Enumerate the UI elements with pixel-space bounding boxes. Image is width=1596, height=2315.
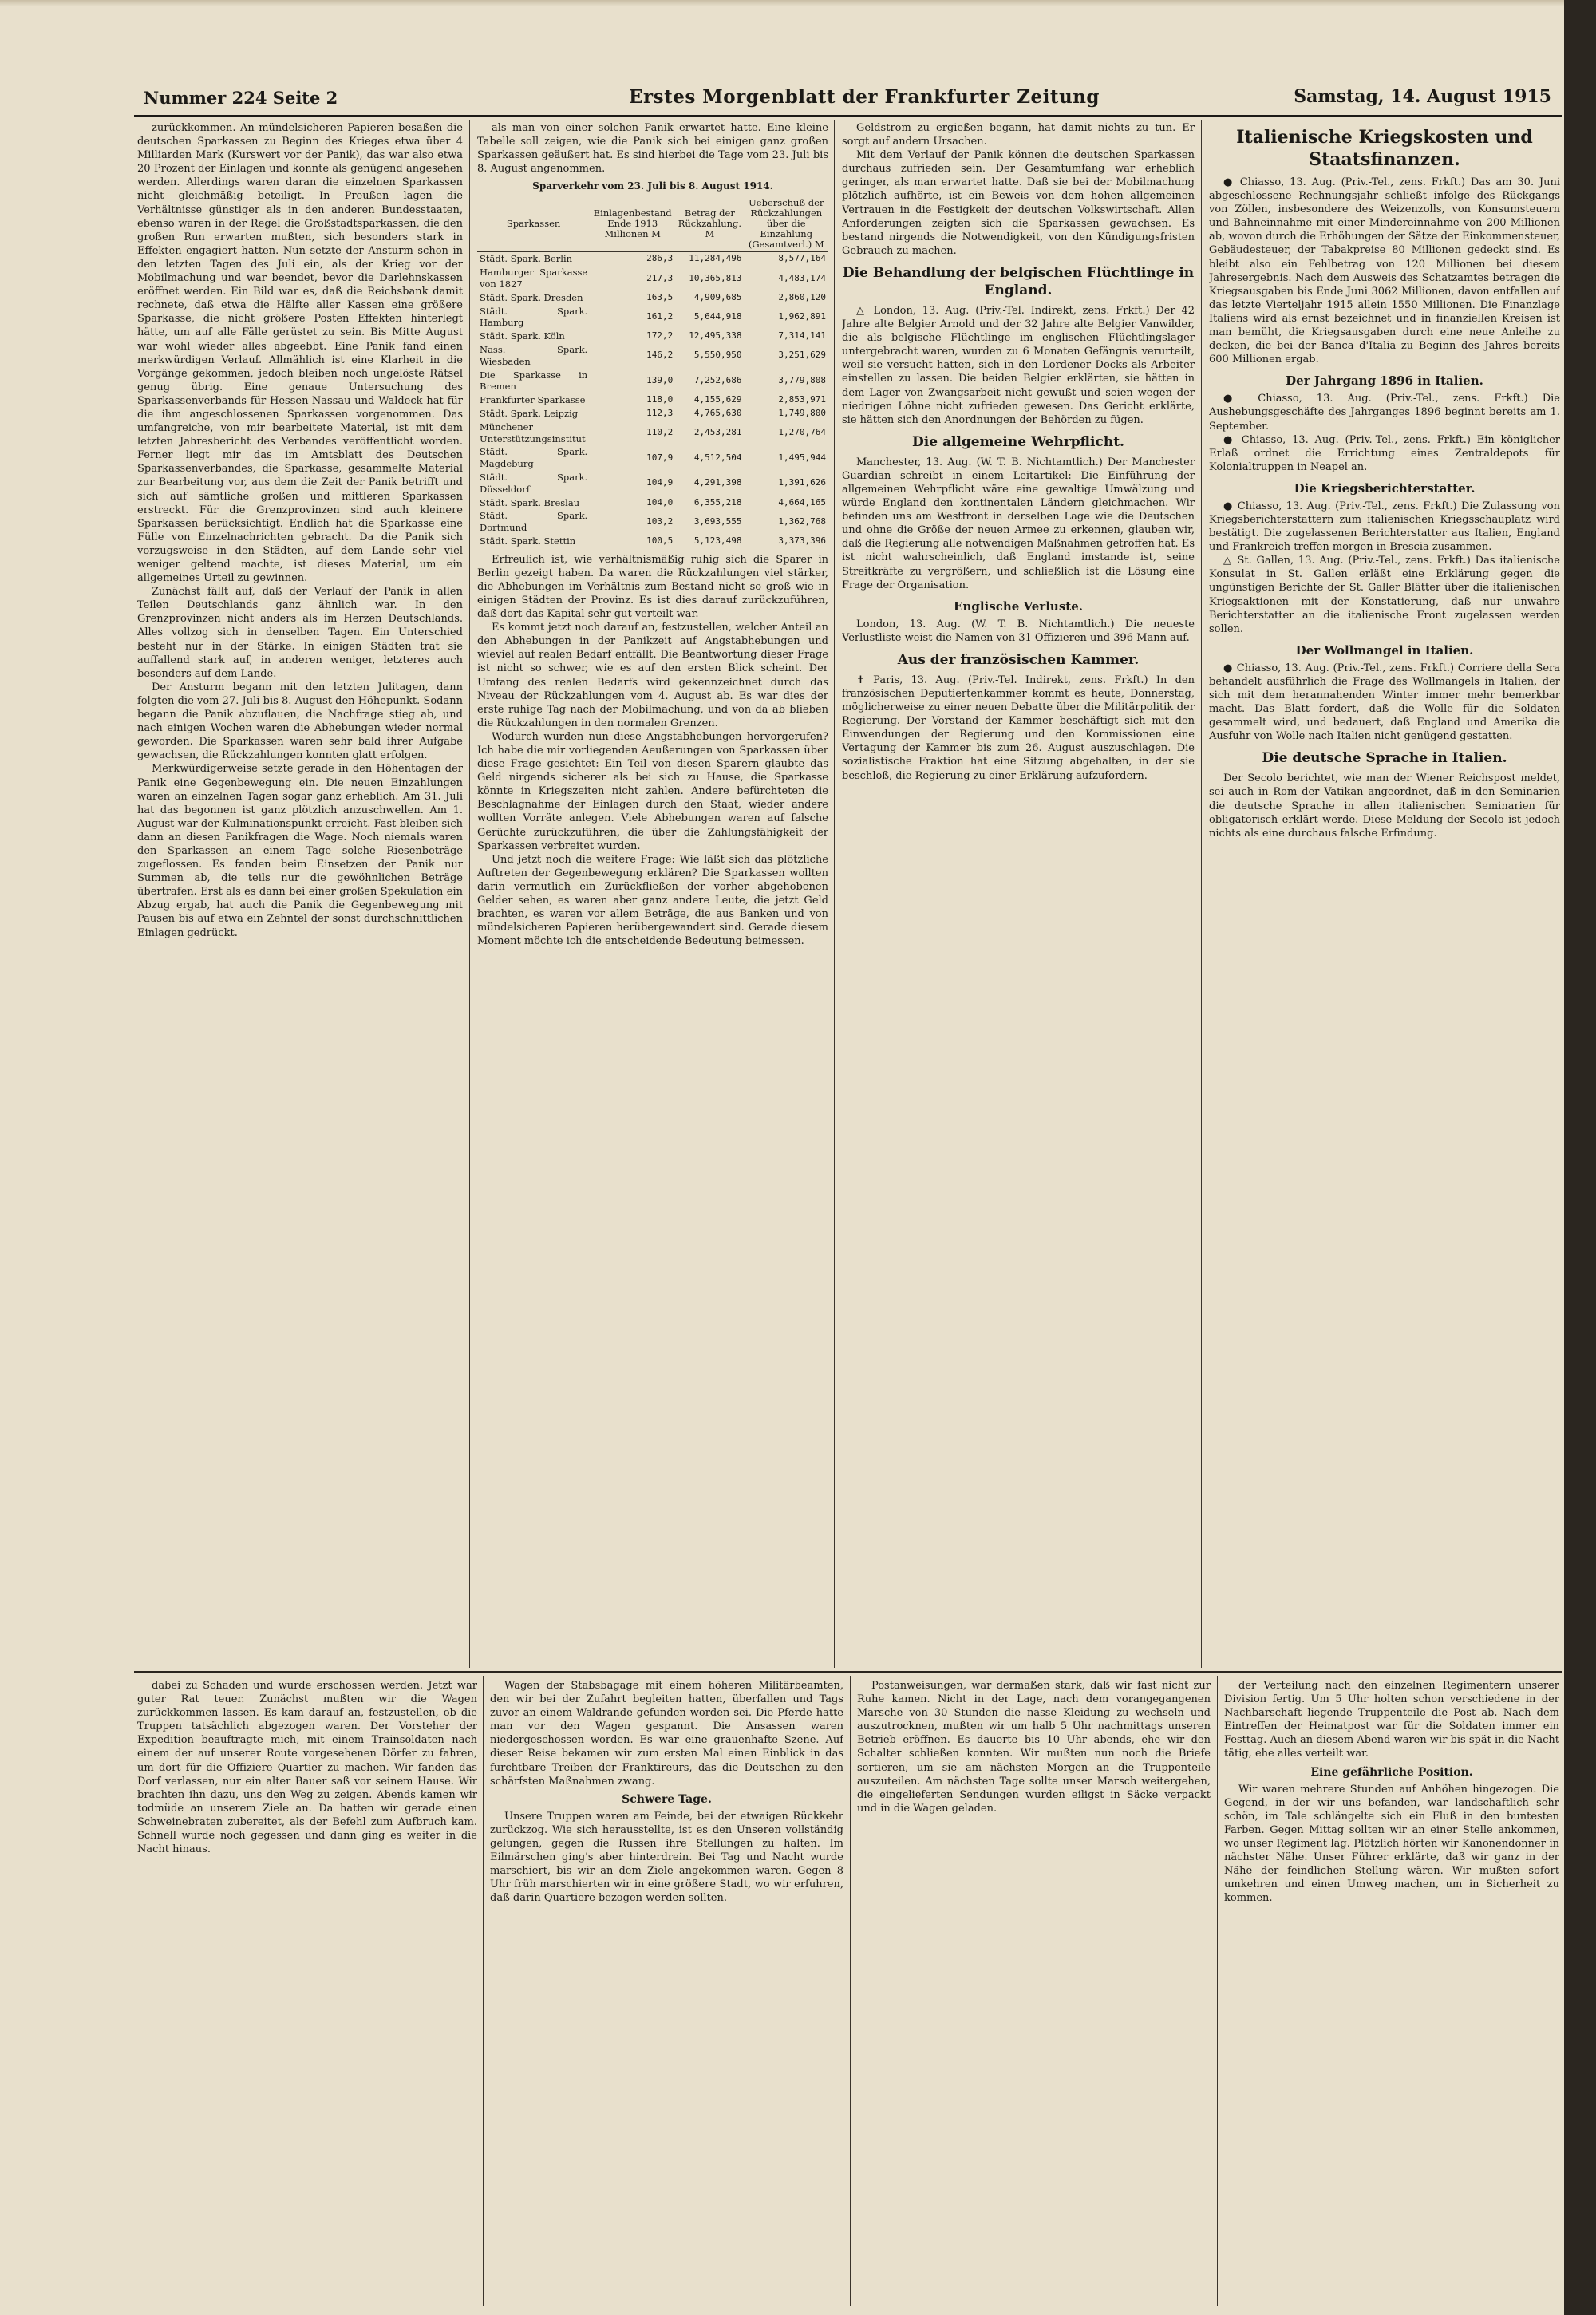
column-rule: [469, 120, 470, 1668]
article-paragraph: London, 13. Aug. (W. T. B. Nichtamtlich.) Die neueste Verlustliste weist die Namen von 31 Offizieren und 396 Mann auf.: [842, 618, 1195, 644]
article-paragraph: zurückkommen. An mündelsicheren Papieren besaßen die deutschen Sparkassen zu Beginn des Krieges etwa über 4 Milliarden Mark (Kurswert vor der Panik), das war also etwa 20 Prozent der Einlagen und konnte als genügend angesehen werden. Allerdings waren daran die einzelnen Sparkassen nicht gleichmäßig beteiligt. In Preußen lagen die Verhältnisse günstiger als in den anderen Bundesstaaten, ebenso waren in der Regel die Großstadtsparkassen, die den großen Run erwarten mußten, sich besonders stark in Effekten engagiert hatten. Nun setzte der Ansturm schon in den letzten Tagen des Juli ein, als der Krieg vor der Mobilmachung und war beendet, bevor die Darlehnskassen eröffnet werden. Ein Bild war es, daß die Reichsbank damit rechnete, daß etwa die Hälfte aller Kassen eine größere Sparkasse, die nicht größere Posten Effekten hinterlegt hätte, um auf alle Fälle gerüstet zu sein. Bis Mitte August war wohl wieder alles abgeebbt. Eine Panik fand einen merkwürdigen Verlauf. Allmählich ist eine Klarheit in die Vorgänge gekommen, jedoch bleiben noch ungelöste Rätsel genug übrig. Eine genaue Untersuchung des Sparkassenverbands für Hessen-Nassau und Waldeck hat für die ihm angeschlossenen Sparkassen vorgenommen. Das umfangreiche, von mir bearbeitete Material, ist mit dem letzten Jahresbericht des Verbandes veröffentlicht worden. Ferner liegt mir das im Amtsblatt des Deutschen Sparkassenverbandes, die Sparkasse, gesammelte Material zur Bearbeitung vor, aus dem die Zeit der Panik betrifft und sich auf sämtliche großen und mittleren Sparkassen erstreckt. Für die Grenzprovinzen sind auch kleinere Sparkassen berücksichtigt. Endlich hat die Sparkasse eine Fülle von Einzelnachrichten gebracht. Da die Panik sich vorzugsweise in den Städten, auf dem Lande sehr viel weniger geltend machte, ist dieses Material, um ein allgemeines Urteil zu gewinnen.: [137, 122, 463, 585]
savings-table-block: [477, 180, 828, 547]
article-paragraph: Erfreulich ist, wie verhältnismäßig ruhig sich die Sparer in Berlin gezeigt haben. Da waren die Rückzahlungen viel stärker, die Abhebungen im Verhältnis zum Bestand nicht so groß wie in einigen Städten der Provinz. Es ist dies darauf zurückzuführen, daß dort das Kapital sehr gut verteilt war.: [477, 553, 828, 621]
feuilleton-column-1: [137, 1679, 477, 2309]
article-paragraph: Geldstrom zu ergießen begann, hat damit nichts zu tun. Er sorgt auf andern Ursachen.: [842, 122, 1195, 148]
article-paragraph: ● Chiasso, 13. Aug. (Priv.-Tel., zens. Frkft.) Ein königlicher Erlaß ordnet die Errichtung eines Zentraldepots für Kolonialtruppen in Neapel an.: [1209, 433, 1560, 473]
issue-date: Samstag, 14. August 1915: [1294, 86, 1551, 107]
feuilleton-column-4: [1224, 1679, 1559, 2309]
table-cell-value: 112,3: [646, 407, 674, 418]
table-row: [477, 496, 828, 510]
article-paragraph: dabei zu Schaden und wurde erschossen werden. Jetzt war guter Rat teuer. Zunächst mußten wir die Wagen zurückkommen lassen. Es kam darauf an, festzustellen, ob die Truppen tatsächlich abgezogen waren. Der Vorsteher der Expedition beauftragte mich, mit einem Trainsoldaten nach einem der auf unserer Route vorgesehenen Dörfer zu fahren, um dort für die Offiziere Quartier zu machen. Wir fanden das Dorf verlassen, nur ein alter Bauer saß vor seinem Hause. Wir brachten ihn dazu, uns den Weg zu zeigen. Abends kamen wir todmüde an unserem Ziele an. Da hatten wir gerade einen Schweinebraten zubereitet, als der Befehl zum Aufbruch kam. Schnell wurde noch gegessen und dann ging es weiter in die Nacht hinaus.: [137, 1680, 477, 1856]
article-heading: Der Wollmangel in Italien.: [1295, 642, 1474, 658]
table-cell-value: 8,577,164: [778, 253, 826, 264]
table-cell-value: 139,0: [646, 374, 674, 385]
table-cell-value: 104,0: [646, 496, 674, 508]
masthead-title: Erstes Morgenblatt der Frankfurter Zeitung: [629, 86, 1100, 108]
article-paragraph: ✝ Paris, 13. Aug. (Priv.-Tel. Indirekt, zens. Frkft.) In den französischen Deputiertenkammer kommt es heute, Donnerstag, möglicherweise zu einer neuen Debatte über die Militärpolitik der Regierung. Der Vorstand der Kammer beschäftigt sich mit den Einwendungen der Regierung und den Kommissionen eine Vertagung der Kammer bis zum 26. August auszuschlagen. Die sozialistische Fraktion hat eine Sitzung abgehalten, in der sie beschloß, die Regierung zu einer Erklärung aufzufordern.: [842, 674, 1195, 782]
article-column-2: [477, 121, 828, 1665]
feuilleton-column-3: [857, 1679, 1211, 2309]
article-paragraph: als man von einer solchen Panik erwartet hatte. Eine kleine Tabelle soll zeigen, wie die Panik sich bei einigen ganz großen Sparkassen geäußert hat. Es sind hierbei die Tage vom 23. Juli bis 8. August angenommen.: [477, 122, 828, 176]
column-rule: [1201, 120, 1202, 1668]
table-cell-value: 2,453,281: [693, 427, 742, 438]
table-cell-value: 3,251,629: [778, 350, 826, 361]
table-cell-value: 172,2: [646, 330, 674, 342]
table-cell-value: 4,909,685: [693, 291, 742, 302]
scan-edge: [1564, 0, 1596, 2315]
table-caption: Sparverkehr vom 23. Juli bis 8. August 1914.: [532, 180, 773, 192]
table-cell-name: Städt. Spark. Dresden: [480, 291, 583, 303]
table-row: [477, 343, 828, 369]
table-cell-value: 110,2: [646, 427, 674, 438]
article-paragraph: Unsere Truppen waren am Feinde, bei der etwaigen Rückkehr zurückzog. Wie sich herausstellte, ist es den Unseren vollständig gelungen, gegen die Russen ihre Stellungen zu halten. Im Eilmärschen ging's aber hinterdrein. Bei Tag und Nacht wurde marschiert, bis wir an dem Ziele angekommen waren. Gegen 8 Uhr früh marschierten wir in eine größere Stadt, wo wir erfuhren, daß darin Quartiere bezogen werden sollten.: [490, 1810, 843, 1905]
table-cell-value: 1,495,944: [778, 452, 826, 463]
column-rule: [483, 1676, 484, 2306]
table-cell-value: 1,962,891: [778, 310, 826, 322]
table-cell-value: 4,155,629: [693, 394, 742, 405]
article-heading: Der Jahrgang 1896 in Italien.: [1286, 373, 1483, 389]
article-paragraph: der Verteilung nach den einzelnen Regimentern unserer Division fertig. Um 5 Uhr holten schon verschiedene in der Nachbarschaft liegende Truppenteile die Post ab. Nach dem Eintreffen der Heimatpost war für die Soldaten immer ein Festtag. Auch an diesem Abend waren wir bis spät in die Nacht tätig, ehe alles verteilt war.: [1224, 1680, 1559, 1760]
table-cell-value: 1,391,626: [778, 477, 826, 488]
table-cell-value: 4,291,398: [693, 477, 742, 488]
table-cell-name: Münchener Unterstützungsinstitut: [480, 421, 586, 444]
table-cell-name: Städt. Spark. Leipzig: [480, 407, 579, 419]
table-row: [477, 369, 828, 394]
article-heading: Italienische Kriegskosten und Staatsfinanzen.: [1236, 127, 1533, 170]
article-heading: Die Kriegsberichterstatter.: [1294, 480, 1476, 496]
table-row: [477, 421, 828, 446]
table-cell-name: Städt. Spark. Düsseldorf: [480, 471, 588, 495]
table-row: [477, 509, 828, 535]
table-cell-value: 217,3: [646, 272, 674, 283]
table-cell-name: Städt. Spark. Breslau: [480, 496, 580, 508]
table-cell-value: 2,853,971: [778, 394, 826, 405]
table-cell-value: 5,550,950: [693, 350, 742, 361]
table-cell-name: Hamburger Sparkasse von 1827: [480, 267, 588, 290]
feuilleton-column-2: [490, 1679, 843, 2309]
table-cell-value: 107,9: [646, 452, 674, 463]
article-paragraph: Wodurch wurden nun diese Angstabhebungen hervorgerufen? Ich habe die mir vorliegenden Aeußerungen von Sparkassen über diese Frage gesichtet: Ein Teil von diesen Sparern glaubte das Geld nirgends sicherer als bei sich zu Hause, die Sparkasse könnte in Kriegszeiten nicht zahlen. Andere befürchteten die Beschlagnahme der Einlagen durch den Staat, wieder andere wollten Vorräte anlegen. Viele Abhebungen waren auf falsche Gerüchte zurückzuführen, die über die Zahlungsfähigkeit der Sparkassen verbreitet wurden.: [477, 730, 828, 852]
table-header-row: [477, 196, 828, 252]
column-rule: [1217, 1676, 1218, 2306]
article-paragraph: Postanweisungen, war dermaßen stark, daß wir fast nicht zur Ruhe kamen. Nicht in der Lage, nach dem vorangegangenen Marsche von 30 Stunden die nasse Kleidung zu wechseln und auszutrocknen, mußten wir um halb 5 Uhr nachmittags unseren Betrieb eröffnen. Es dauerte bis 10 Uhr abends, ehe wir den Schalter schließen konnten. Wir mußten nun noch die Briefe sortieren, um sie am nächsten Morgen an die Truppenteile auszuteilen. Am nächsten Tage sollte unser Marsch weitergehen, die eingelieferten Sendungen wurden eiligst in Säcke verpackt und in die Wagen geladen.: [857, 1680, 1211, 1815]
table-cell-value: 7,252,686: [693, 374, 742, 385]
table-cell-name: Frankfurter Sparkasse: [480, 394, 586, 406]
table-cell-value: 5,123,498: [693, 535, 742, 546]
table-cell-value: 118,0: [646, 394, 674, 405]
article-paragraph: ● Chiasso, 13. Aug. (Priv.-Tel., zens. Frkft.) Das am 30. Juni abgeschlossene Rechnungsjahr schließt infolge des Rückgangs von Zöllen, insbesondere des Weizenzolls, von Konsumsteuern und Bahneinnahme mit einer Mindereinnahme von 200 Millionen ab, wovon durch die Erhöhungen der Sätze der Einkommensteuer, Gebäudesteuer, der Tabakpreise 80 Millionen gedeckt sind. Es bleibt also ein Fehlbetrag von 120 Millionen bei diesem Jahresergebnis. Nach dem Ausweis des Schatzamtes betragen die Kriegsausgaben bis Ende Juni 3062 Millionen, davon entfallen auf das letzte Vierteljahr 1915 allein 1550 Millionen. Die Finanzlage Italiens wird als ernst bezeichnet und in finanziellen Kreisen ist man bemüht, die Kriegsausgaben durch eine neue Anleihe zu decken, die bei der Banca d'Italia zu Beginn des Jahres bereits 600 Millionen ergab.: [1209, 176, 1560, 366]
table-cell-name: Städt. Spark. Berlin: [480, 253, 573, 265]
table-header: Betrag der Rückzahlung. M: [675, 196, 744, 252]
article-paragraph: Merkwürdigerweise setzte gerade in den Höhentagen der Panik eine Gegenbewegung ein. Die neuen Einzahlungen waren an einzelnen Tagen sogar ganz erheblich. Am 31. Juli hat das begonnen ist ganz plötzlich anzuschwellen. Am 1. August war der Kulminationspunkt erreicht. Fast bleiben sich dann an diesen Panikfragen die Wage. Noch niemals waren den Sparkassen an einem Tage solche Riesenbeträge zugeflossen. Es fanden beim Einsetzen der Panik nur Summen ab, die teils nur die gewöhnlichen Beträge übertrafen. Erst als es dann bei einer großen Spekulation ein Abzug ergab, hat auch die Panik die Gegenbewegung mit Pausen bis auf etwa ein Zehntel der sonst durchschnittlichen Einlagen gedrückt.: [137, 763, 463, 939]
article-paragraph: △ St. Gallen, 13. Aug. (Priv.-Tel., zens. Frkft.) Das italienische Konsulat in St. Gallen erläßt eine Erklärung gegen die ungünstigen Berichte der St. Galler Blätter über die italienischen Kriegsaktionen mit der Konstatierung, daß nur unwahre Berichterstatter an die italienische Front zugelassen werden sollen.: [1209, 555, 1560, 635]
table-cell-value: 5,644,918: [693, 310, 742, 322]
table-body: [477, 252, 828, 548]
table-cell-value: 6,355,218: [693, 496, 742, 508]
article-heading: Schwere Tage.: [622, 1792, 712, 1806]
table-cell-name: Nass. Spark. Wiesbaden: [480, 343, 588, 367]
article-paragraph: Der Secolo berichtet, wie man der Wiener Reichspost meldet, sei auch in Rom der Vatikan angeordnet, daß in den Seminarien die deutsche Sprache in allen italienischen Seminarien für obligatorisch erklärt werde. Diese Meldung der Secolo ist jedoch nichts als eine durchaus falsche Erfindung.: [1209, 772, 1560, 839]
table-cell-value: 7,314,141: [778, 330, 826, 342]
table-header: Sparkassen: [477, 196, 590, 252]
table-cell-value: 10,365,813: [689, 272, 742, 283]
table-cell-value: 146,2: [646, 350, 674, 361]
article-paragraph: Und jetzt noch die weitere Frage: Wie läßt sich das plötzliche Auftreten der Gegenbewegung erklären? Die Sparkassen wollten darin vermutlich ein Zurückfließen der vorher abgehobenen Gelder sehen, es waren aber ganz andere Leute, die jetzt Geld brachten, es waren vor allem Beträge, die aus Banken und von mündelsicheren Papieren herübergewandert sind. Gerade diesem Moment möchte ich die entscheidende Bedeutung beimessen.: [477, 853, 828, 948]
article-heading: Die Behandlung der belgischen Flüchtlinge in England.: [842, 264, 1195, 298]
table-cell-value: 1,362,768: [778, 516, 826, 527]
table-cell-value: 3,373,396: [778, 535, 826, 546]
article-paragraph: Manchester, 13. Aug. (W. T. B. Nichtamtlich.) Der Manchester Guardian schreibt in einem Leitartikel: Die Einführung der allgemeinen Wehrpflicht wäre eine gewaltige Umwälzung und würde England den kontinentalen Ländern gleichmachen. Wir befinden uns am Westfront in derselben Lage wie die Deutschen und ohne die Größe der neuen Armee zu erkennen, glauben wir, daß die Regierung alle notwendigen Maßnahmen getroffen hat. Es ist nicht wahrscheinlich, daß England imstande ist, seine Streitkräfte zu vergrößern, und schließlich ist die Lösung eine Frage der Organisation.: [842, 456, 1195, 591]
table-cell-value: 163,5: [646, 291, 674, 302]
article-heading: Aus der französischen Kammer.: [897, 651, 1140, 668]
table-cell-value: 1,270,764: [778, 427, 826, 438]
table-row: [477, 407, 828, 421]
article-heading: Die deutsche Sprache in Italien.: [1262, 750, 1507, 767]
table-row: [477, 252, 828, 266]
table-cell-value: 1,749,800: [778, 407, 826, 418]
table-header: Einlagenbestand Ende 1913 Millionen M: [590, 196, 675, 252]
table-cell-value: 100,5: [646, 535, 674, 546]
table-cell-name: Die Sparkasse in Bremen: [480, 369, 588, 393]
table-cell-name: Städt. Spark. Magdeburg: [480, 446, 588, 470]
table-row: [477, 471, 828, 496]
table-cell-name: Städt. Spark. Köln: [480, 330, 565, 342]
table-cell-value: 286,3: [646, 253, 674, 264]
table-row: [477, 535, 828, 548]
table-cell-value: 11,284,496: [689, 253, 742, 264]
article-heading: Englische Verluste.: [954, 599, 1083, 614]
table-row: [477, 291, 828, 305]
article-heading: Eine gefährliche Position.: [1310, 1765, 1473, 1779]
table-cell-name: Städt. Spark. Dortmund: [480, 510, 588, 534]
article-paragraph: Es kommt jetzt noch darauf an, festzustellen, welcher Anteil an den Abhebungen in der Panikzeit auf Angstabhebungen und wieviel auf realen Bedarf entfällt. Die Beantwortung dieser Frage ist nicht so schwer, wie es auf den ersten Blick scheint. Der Umfang des realen Bedarfs wird gekennzeichnet durch das Niveau der Rückzahlungen vom 4. August ab. Es war dies der erste ruhige Tag nach der Mobilmachung, und von da ab blieben die Rückzahlungen in den normalen Grenzen.: [477, 622, 828, 729]
table-row: [477, 266, 828, 291]
article-paragraph: Mit dem Verlauf der Panik können die deutschen Sparkassen durchaus zufrieden sein. Der Gesamtumfang war erheblich geringer, als man erwartet hatte. Daß sie bei der Mobilmachung plötzlich aufhörte, ist ein Beweis von dem hohen allgemeinen Vertrauen in die Festigkeit der deutschen Volkswirtschaft. Allen Anforderungen zeigten sich die Sparkassen gewachsen. Es bestand nirgends die Notwendigkeit, von den Kündigungsfristen Gebrauch zu machen.: [842, 149, 1195, 257]
article-column-1: [137, 121, 463, 1665]
table-row: [477, 445, 828, 471]
table-row: [477, 393, 828, 407]
table-cell-name: Städt. Spark. Stettin: [480, 535, 576, 547]
article-paragraph: ● Chiasso, 13. Aug. (Priv.-Tel., zens. Frkft.) Die Zulassung von Kriegsberichterstattern zum italienischen Kriegsschauplatz wird bestätigt. Die zugelassenen Berichterstatter aus Italien, England und Frankreich treffen morgen in Brescia zusammen.: [1209, 500, 1560, 554]
table-row: [477, 305, 828, 330]
table-cell-value: 104,9: [646, 477, 674, 488]
table-cell-value: 4,664,165: [778, 496, 826, 508]
table-cell-value: 2,860,120: [778, 291, 826, 302]
article-paragraph: ● Chiasso, 13. Aug. (Priv.-Tel., zens. Frkft.) Die Aushebungsgeschäfte des Jahrganges 1896 beginnt bereits am 1. September.: [1209, 393, 1560, 433]
article-paragraph: ● Chiasso, 13. Aug. (Priv.-Tel., zens. Frkft.) Corriere della Sera behandelt ausführlich die Frage des Wollmangels in Italien, der sich mit dem herannahenden Winter immer mehr bemerkbar macht. Das Blatt fordert, daß die Wolle für die Soldaten gesammelt wird, und bedauert, daß England und Amerika die Ausfuhr von Wolle nach Italien nicht genügend gestatten.: [1209, 662, 1560, 743]
table-cell-name: Städt. Spark. Hamburg: [480, 305, 588, 329]
article-paragraph: Wagen der Stabsbagage mit einem höheren Militärbeamten, den wir bei der Zufahrt begleiten hatten, überfallen und Tags zuvor an einem Waldrande gefunden worden sei. Die Pferde hatte man vor den Wagen gespannt. Die Ansassen waren niedergeschossen worden. Es war eine grauenhafte Szene. Auf dieser Reise bekamen wir zum ersten Mal einen Einblick in das furchtbare Treiben der Franktireurs, das die Deutschen zu den schärfsten Maßnahmen zwang.: [490, 1680, 843, 1788]
table-cell-value: 12,495,338: [689, 330, 742, 342]
article-paragraph: Wir waren mehrere Stunden auf Anhöhen hingezogen. Die Gegend, in der wir uns befanden, war landschaftlich sehr schön, im Tale schlängelte sich ein Fluß in den buntesten Farben. Gegen Mittag sollten wir an einer Stelle ankommen, wo unser Regiment lag. Plötzlich hörten wir Kanonendonner in nächster Nähe. Unser Führer erklärte, daß wir ganz in der Nähe der feindlichen Stellung wären. Wir mußten sofort umkehren und einen Umweg machen, um in Sicherheit zu kommen.: [1224, 1783, 1559, 1905]
section-divider: [134, 1671, 1562, 1673]
column-rule: [850, 1676, 851, 2306]
table-cell-value: 161,2: [646, 310, 674, 322]
page-header: [134, 83, 1562, 117]
article-paragraph: Der Ansturm begann mit den letzten Julitagen, dann folgten die vom 27. Juli bis 8. August den Höhepunkt. Sodann begann die Panik abzuflauen, die Nachfrage stieg ab, und nach einigen Wochen waren die Abhebungen wieder normal geworden. Die Sparkassen waren sehr bald ihrer Aufgabe gewachsen, die Rückzahlungen konnten glatt erfolgen.: [137, 681, 463, 762]
article-column-3: [842, 121, 1195, 1665]
savings-table: [477, 196, 828, 547]
article-heading: Die allgemeine Wehrpflicht.: [912, 433, 1124, 450]
table-cell-value: 4,512,504: [693, 452, 742, 463]
table-cell-value: 4,483,174: [778, 272, 826, 283]
issue-number: Nummer 224 Seite 2: [144, 88, 338, 108]
table-cell-value: 4,765,630: [693, 407, 742, 418]
table-cell-value: 3,693,555: [693, 516, 742, 527]
column-rule: [834, 120, 835, 1668]
table-row: [477, 330, 828, 343]
table-cell-value: 103,2: [646, 516, 674, 527]
article-paragraph: Zunächst fällt auf, daß der Verlauf der Panik in allen Teilen Deutschlands ganz ähnlich war. In den Grenzprovinzen nicht anders als im Herzen Deutschlands. Alles vollzog sich in denselben Tagen. Ein Unterschied besteht nur in der Stärke. In einigen Städten trat sie auffallend stark auf, in anderen weniger, letzteres auch besonders auf dem Lande.: [137, 586, 463, 680]
table-cell-value: 3,779,808: [778, 374, 826, 385]
article-column-4: [1209, 121, 1560, 1665]
page-crease: [0, 0, 1564, 6]
table-header: Ueberschuß der Rückzahlungen über die Einzahlung (Gesamtverl.) M: [745, 196, 828, 252]
article-paragraph: △ London, 13. Aug. (Priv.-Tel. Indirekt, zens. Frkft.) Der 42 Jahre alte Belgier Arnold und der 32 Jahre alte Belgier Vanwilder, die als belgische Flüchtlinge im englischen Flüchtlingslager untergebracht waren, wurden zu 6 Monaten Gefängnis verurteilt, weil sie versucht hatten, sich in den Lordener Docks als Arbeiter einstellen zu lassen. Die beiden Belgier erklärten, sie hätten in dem Lager von Zwangsarbeit nicht gewußt und seien wegen der niedrigen Löhne nicht zufrieden gewesen. Das Gericht erklärte, sie hätten sich den Anordnungen der Behörden zu fügen.: [842, 304, 1195, 426]
